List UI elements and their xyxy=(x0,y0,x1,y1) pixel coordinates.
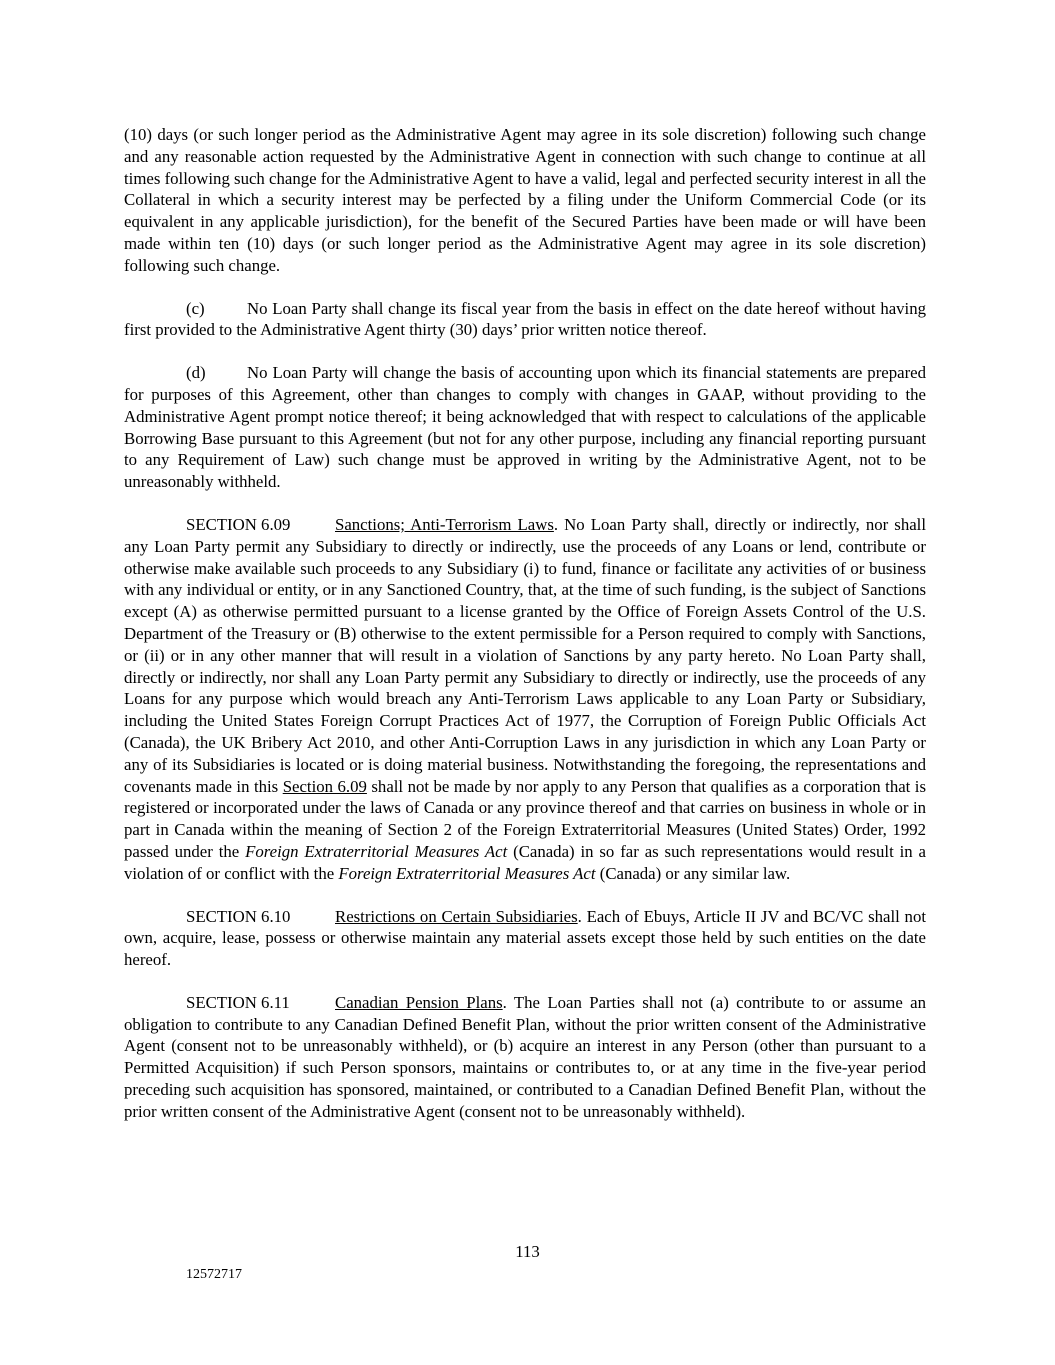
paragraph-c-label: (c) xyxy=(186,298,205,318)
section-6-10 xyxy=(124,906,926,971)
section-6-10-number: SECTION 6.10 xyxy=(186,906,291,926)
section-6-09-cross-reference: Section 6.09 xyxy=(282,776,367,796)
act-title-1: Foreign Extraterritorial Measures Act xyxy=(245,841,508,861)
section-6-09-text-3: (Canada) in so far as such representations would result in a violation of or conflict with the xyxy=(124,841,926,883)
section-6-11-number: SECTION 6.11 xyxy=(186,992,290,1012)
section-6-09-number: SECTION 6.09 xyxy=(186,514,291,534)
paragraph-d-text: No Loan Party will change the basis of accounting upon which its financial statements are prepared for purposes of this Agreement, other than changes to comply with changes in GAAP, without providing to the Administrative Agent prompt notice thereof; it being acknowledged that with respect to calculations of the applicable Borrowing Base pursuant to this Agreement (but not for any other purpose, including any financial reporting pursuant to any Requirement of Law) such change must be approved in writing by the Administrative Agent, not to be unreasonably withheld. xyxy=(124,363,926,492)
paragraph-c-text: No Loan Party shall change its fiscal year from the basis in effect on the date hereof without having first provided to the Administrative Agent thirty (30) days’ prior written notice thereof. xyxy=(124,298,926,340)
section-6-09-text-4: (Canada) or any similar law. xyxy=(595,863,791,883)
document-id: 12572717 xyxy=(186,1267,242,1282)
section-6-11-text: . The Loan Parties shall not (a) contribute to or assume an obligation to contribute to any Canadian Defined Benefit Plan, without the prior written consent of the Administrative Agent (consent not to be unreasonably withheld), or (b) acquire an interest in any Person (other than pursuant to a Permitted Acquisition) if such Person sponsors, maintains or contributes to, or at any time in the five-year period preceding such acquisition has sponsored, maintained, or contributed to a Canadian Defined Benefit Plan, without the prior written consent of the Administrative Agent (consent not to be unreasonably withheld). xyxy=(124,992,926,1121)
page-number: 113 xyxy=(515,1242,540,1261)
paragraph-d xyxy=(124,362,926,493)
section-6-11 xyxy=(124,992,926,1123)
section-6-09-text-2: shall not be made by nor apply to any Person that qualifies as a corporation that is registered or incorporated under the laws of Canada or any province thereof and that carries on business in whole or in part in Canada within the meaning of Section 2 of the Foreign Extraterritorial Measures (United States) Order, 1992 passed under the xyxy=(124,776,926,861)
act-title-2: Foreign Extraterritorial Measures Act xyxy=(338,863,596,883)
section-6-11-heading: Canadian Pension Plans xyxy=(335,992,503,1012)
section-6-10-text: . Each of Ebuys, Article II JV and BC/VC shall not own, acquire, lease, possess or otherwise maintain any material assets except those held by such entities on the date hereof. xyxy=(124,906,926,970)
document-body xyxy=(124,124,926,1123)
section-6-09-text-1: . No Loan Party shall, directly or indirectly, nor shall any Loan Party permit any Subsidiary to directly or indirectly, use the proceeds of any Loans or lend, contribute or otherwise make available such proceeds to any Subsidiary (i) to fund, finance or facilitate any activities of or business with any individual or entity, or in any Sanctioned Country, that, at the time of such funding, is the subject of Sanctions except (A) as otherwise permitted pursuant to a license granted by the Office of Foreign Assets Control of the U.S. Department of the Treasury or (B) otherwise to the extent permissible for a Person required to comply with Sanctions, or (ii) or in any other manner that will result in a violation of Sanctions by any party hereto. No Loan Party shall, directly or indirectly, nor shall any Loan Party permit any Subsidiary to directly or indirectly, use the proceeds of any Loans for any purpose which would breach any Anti-Terrorism Laws applicable to any Loan Party or Subsidiary, including the United States Foreign Corrupt Practices Act of 1977, the Corruption of Foreign Public Officials Act (Canada), the UK Bribery Act 2010, and other Anti-Corruption Laws in any jurisdiction in which any Loan Party or any of its Subsidiaries is located or is doing material business. Notwithstanding the foregoing, the representations and covenants made in this xyxy=(124,514,926,796)
paragraph-continuation: (10) days (or such longer period as the Administrative Agent may agree in its sole discretion) following such change and any reasonable action requested by the Administrative Agent in connection with such change to continue at all times following such change for the Administrative Agent to have a valid, legal and perfected security interest in all the Collateral in which a security interest may be perfected by a filing under the Uniform Commercial Code (or its equivalent in any applicable jurisdiction), for the benefit of the Secured Parties have been made or will have been made within ten (10) days (or such longer period as the Administrative Agent may agree in its sole discretion) following such change. xyxy=(124,125,926,275)
paragraph-d-label: (d) xyxy=(186,363,206,383)
paragraph-c xyxy=(124,298,926,342)
section-6-09 xyxy=(124,514,926,885)
section-6-09-heading: Sanctions; Anti-Terrorism Laws xyxy=(335,514,554,534)
section-6-10-heading: Restrictions on Certain Subsidiaries xyxy=(335,906,578,926)
